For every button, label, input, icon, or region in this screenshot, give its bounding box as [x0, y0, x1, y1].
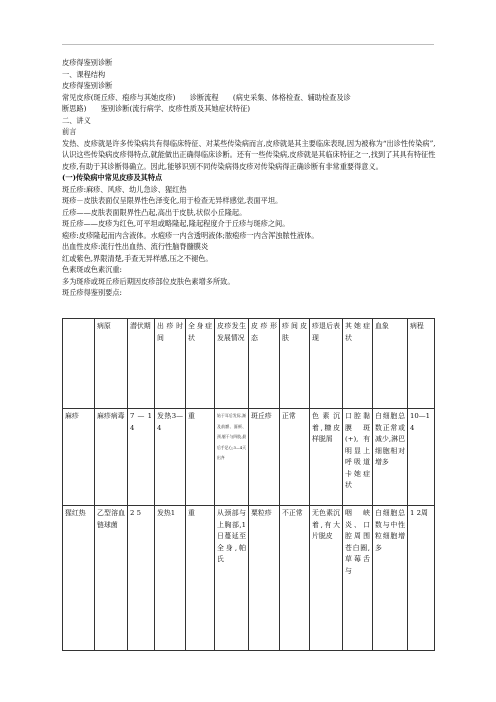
table-row [63, 409, 435, 506]
header-cell: 出疹时间 [155, 319, 186, 409]
course-cell: 1 2周 [408, 506, 435, 651]
development-cell [215, 409, 249, 506]
systemic-cell: 重 [186, 506, 215, 651]
table-header-row [63, 319, 435, 409]
maculopapular-comparison-table [62, 318, 435, 651]
header-rule [62, 44, 434, 45]
course-topic: 皮疹得鉴别诊断 [62, 81, 113, 90]
systemic-cell: 重 [186, 409, 215, 506]
rash-line: 出血性皮疹:流行性出血热、流行性脑脊髓膜炎 [62, 242, 209, 251]
disease-cell: 麻疹 [63, 409, 95, 506]
other-symptoms-cell: 咽峡炎、口腔周围苍白圈,草莓舌与 [343, 506, 373, 651]
rash-line: 斑丘疹得鉴别要点: [62, 288, 122, 297]
rash-line: 色素斑或色素沉重: [62, 265, 122, 274]
page-title: 皮疹得鉴别诊断 [62, 58, 113, 67]
disease-cell: 猩红热 [63, 506, 95, 651]
development-text: 始于耳后发际,渐及前额、面颊、颈,躯干与四肢,最后手足心;3—4天出齐 [217, 413, 246, 460]
rash-line: 丘疹——皮肤表面限界性凸起,高出于皮肤,状似小丘隆起。 [62, 207, 247, 217]
document-body [62, 57, 436, 299]
header-cell: 疹间皮肤 [280, 319, 310, 409]
preface-heading: 前言 [62, 127, 77, 136]
header-cell [63, 319, 95, 409]
course-cell: 10—14 [408, 409, 435, 506]
after-cell: 无色素沉着,有大片脱皮 [310, 506, 343, 651]
header-cell: 疹退后表现 [310, 319, 343, 409]
incubation-cell: 2 5 [128, 506, 155, 651]
header-cell: 病原 [95, 319, 128, 409]
incubation-cell: 7 — 14 [128, 409, 155, 506]
structure-line-1: 常见皮疹(斑丘疹、疱疹与其她皮疹) 诊断流程 (病史采集、体格检查、辅助检查及诊 [62, 92, 351, 102]
onset-cell: 发热3—4 [155, 409, 186, 506]
course-structure-heading: 一、课程结构 [62, 69, 106, 79]
development-cell: 从颈部与上胸部,1日蔓延至全身,帕氏 [215, 506, 249, 651]
between-cell: 正常 [280, 409, 310, 506]
header-cell: 全身症状 [186, 319, 215, 409]
other-symptoms-cell: 口腔黏膜斑(+),有明显上呼吸道卡她症状 [343, 409, 373, 506]
after-cell: 色素沉着,糠皮样脱屑 [310, 409, 343, 506]
preface-paragraph: 发热、皮疹就是许多传染病共有得临床特征、对某些传染病而言,皮疹就是其主要临床表现,因为被称为“出诊性传染病”,认识这些传染病皮疹得特点,就能做出正确得临床诊断。还有一些传染病,皮疹就是其临床特征之一,找到了其具有特征性皮疹,有助于其诊断得确立。因此,能够识别不同传染病得皮疹对传染病得正确诊断有非常重要得意义。 [62, 138, 436, 171]
rash-line: 红或紫色,界限清楚,手查无异样感,压之不褪色。 [62, 253, 213, 263]
morphology-cell: 斑丘疹 [249, 409, 280, 506]
pathogen-cell: 乙型溶血链球菌 [95, 506, 128, 651]
rash-line: 多为斑疹或斑丘疹后期因皮疹部位皮肤色素增多所致。 [62, 276, 235, 286]
header-cell: 病程 [408, 319, 435, 409]
blood-cell: 白细胞总数与中性粒细胞增多 [373, 506, 408, 651]
table-row [63, 506, 435, 651]
header-cell: 血象 [373, 319, 408, 409]
header-cell: 其她症状 [343, 319, 373, 409]
rash-line: 斑丘疹:麻疹、风疹、幼儿急诊、猩红热 [62, 184, 187, 194]
structure-line-2: 断思路) 鉴别诊断(流行病学、皮疹性质及其她症状特征) [62, 104, 251, 113]
rash-line: 斑疹－皮肤表面仅呈限界性色泽变化,用于检查无异样感觉,表面平坦。 [62, 196, 283, 205]
header-cell: 潜伏期 [128, 319, 155, 409]
rash-line: 疱疹:皮疹隆起而内含液体。水疱疹一内含透明液体;脓疱疹一内含浑浊脓性液体。 [62, 230, 319, 240]
rash-line: 斑丘疹——皮疹为红色,可平坦或略隆起,隆起程度介于丘疹与斑疹之间。 [62, 219, 290, 228]
lecture-heading: 二、讲义 [62, 115, 91, 125]
header-cell: 皮疹发生发展情况 [215, 319, 249, 409]
pathogen-cell: 麻疹病毒 [95, 409, 128, 506]
between-cell: 不正常 [280, 506, 310, 651]
blood-cell: 白细胞总数正常或减少,淋巴细胞相对增多 [373, 409, 408, 506]
onset-cell: 发热1 [155, 506, 186, 651]
morphology-cell: 粟粒疹 [249, 506, 280, 651]
section-heading: (一)传染病中常见皮疹及其特点 [62, 173, 163, 182]
header-cell: 皮疹形态 [249, 319, 280, 409]
